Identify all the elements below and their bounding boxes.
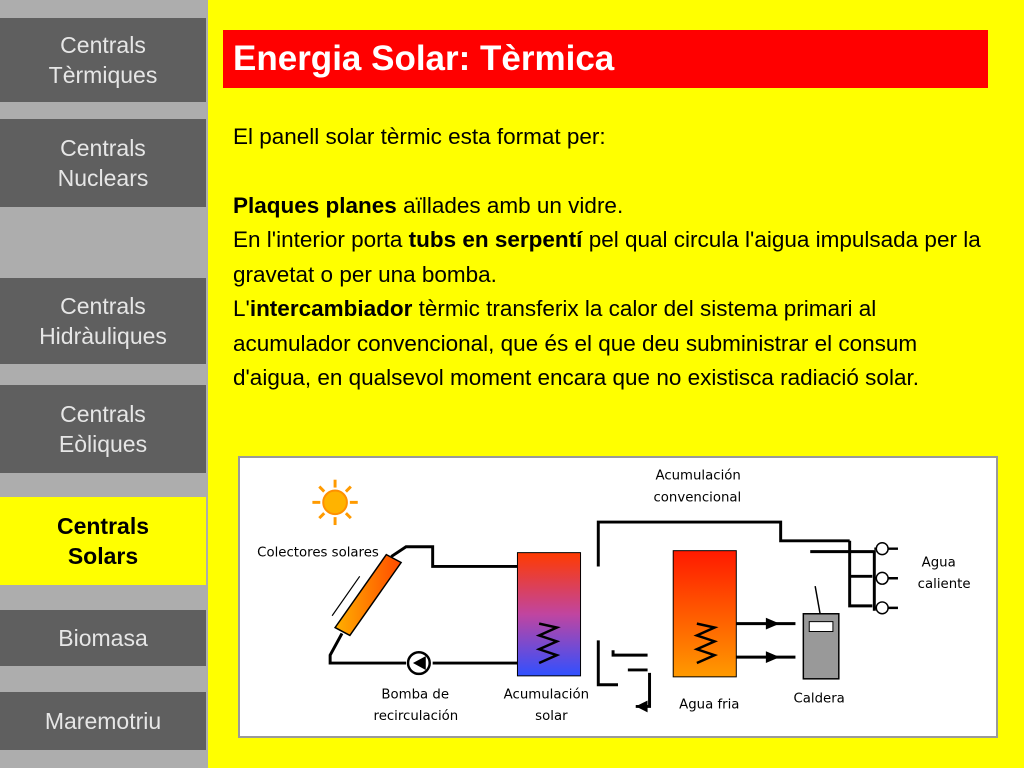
label-agua-caliente-1: Agua bbox=[921, 555, 956, 571]
text-inter-post: tèrmic transferix la calor del sistema primari al acumulador convencional, que és el que deu subministrar el consum d'aigua, en qualsevol moment encara que no existisca radiació solar. bbox=[233, 296, 919, 390]
label-agua-fria: Agua fria bbox=[679, 697, 740, 713]
solar-thermal-diagram bbox=[238, 456, 998, 738]
nav-centrals-hidrauliques[interactable]: Centrals Hidràuliques bbox=[0, 278, 206, 364]
label-agua-caliente-2: caliente bbox=[917, 577, 971, 593]
slide-title-text: Energia Solar: Tèrmica bbox=[233, 39, 615, 78]
diagram-svg bbox=[240, 458, 996, 736]
nav-centrals-eoliques[interactable]: Centrals Eòliques bbox=[0, 385, 206, 473]
tank-icon bbox=[673, 551, 736, 677]
pipes bbox=[330, 522, 874, 706]
sun-icon bbox=[312, 480, 357, 525]
label-acum-conv-2: convencional bbox=[653, 490, 742, 506]
paragraph-intercambiador bbox=[233, 292, 993, 396]
intro-text: El panell solar tèrmic esta format per: bbox=[233, 124, 606, 149]
pump-icon bbox=[408, 652, 430, 674]
solar-collector-icon bbox=[332, 555, 401, 636]
label-bomba-1: Bomba de bbox=[381, 687, 450, 703]
paragraph-tubs bbox=[233, 223, 993, 292]
label-acum-conv-1: Acumulación bbox=[655, 468, 741, 484]
bold-tubs: tubs en serpentí bbox=[408, 227, 583, 252]
label-bomba-2: recirculación bbox=[373, 709, 459, 725]
text-tubs-pre: En l'interior porta bbox=[233, 227, 409, 252]
nav-centrals-termiques[interactable]: Centrals Tèrmiques bbox=[0, 18, 206, 102]
boiler-icon bbox=[803, 586, 838, 679]
nav-biomasa[interactable]: Biomasa bbox=[0, 610, 206, 666]
slide-body bbox=[233, 120, 993, 396]
label-caldera: Caldera bbox=[793, 691, 845, 707]
tap-icon bbox=[874, 543, 898, 614]
sidebar-nav bbox=[0, 0, 208, 768]
label-acum-solar-2: solar bbox=[535, 709, 568, 725]
label-colectores: Colectores solares bbox=[257, 545, 379, 561]
bold-intercambiador: intercambiador bbox=[249, 296, 413, 321]
paragraph-plaques bbox=[233, 189, 993, 224]
text-tubs-post: pel qual circula l'aigua impulsada per la gravetat o per una bomba. bbox=[233, 227, 981, 287]
text-plaques: aïllades amb un vidre. bbox=[396, 192, 624, 218]
tank-icon bbox=[517, 553, 580, 676]
text-inter-pre: L' bbox=[233, 296, 250, 321]
label-acum-solar-1: Acumulación bbox=[503, 687, 590, 703]
slide-title bbox=[223, 30, 988, 88]
nav-maremotriu[interactable]: Maremotriu bbox=[0, 692, 206, 750]
nav-centrals-nuclears[interactable]: Centrals Nuclears bbox=[0, 119, 206, 207]
nav-centrals-solars[interactable]: Centrals Solars bbox=[0, 497, 206, 585]
bold-plaques: Plaques planes bbox=[233, 192, 397, 218]
